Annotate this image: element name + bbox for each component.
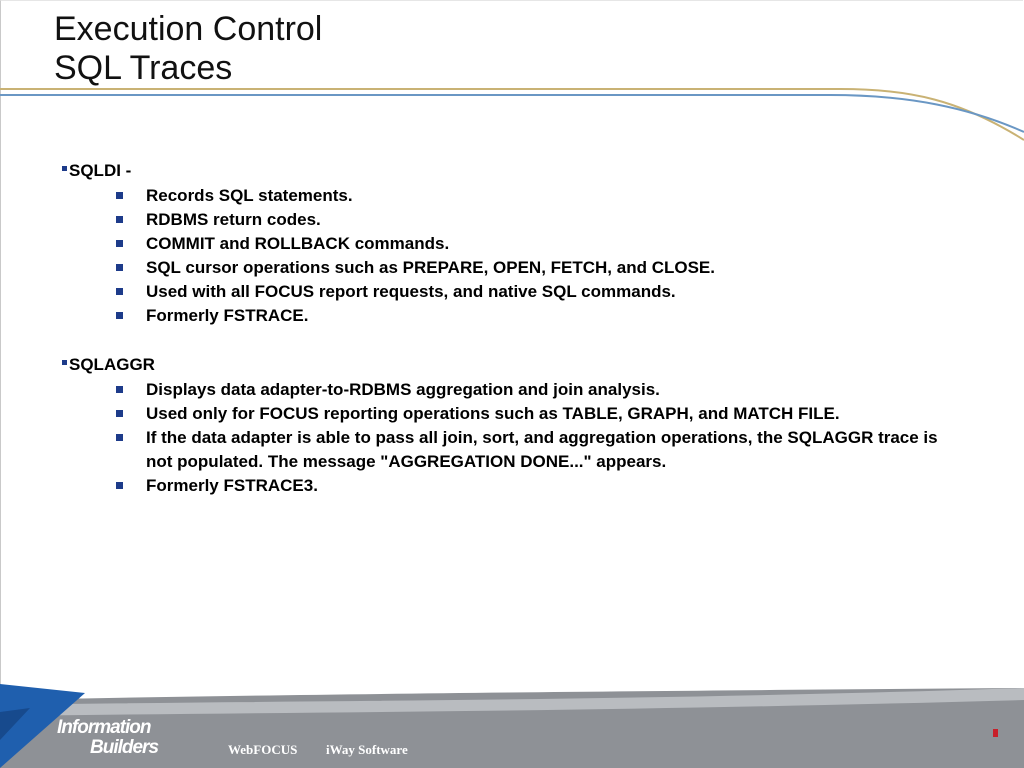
list-item-text: COMMIT and ROLLBACK commands. bbox=[146, 234, 450, 253]
section-heading-text: SQLDI - bbox=[69, 161, 132, 180]
title-line-1: Execution Control bbox=[54, 10, 323, 48]
slide-content bbox=[0, 160, 1024, 498]
section-sqlaggr bbox=[0, 354, 1024, 498]
company-logo-line-2: Builders bbox=[90, 737, 159, 758]
list-item-text: Used only for FOCUS reporting operations such as TABLE, GRAPH, and MATCH FILE. bbox=[146, 404, 840, 423]
list-item bbox=[0, 402, 1024, 426]
square-bullet-icon bbox=[116, 216, 123, 223]
list-item bbox=[0, 208, 1024, 232]
page-title bbox=[54, 10, 322, 88]
list-item bbox=[0, 232, 1024, 256]
square-bullet-icon bbox=[116, 240, 123, 247]
section-heading-text: SQLAGGR bbox=[69, 355, 155, 374]
section-sqldi bbox=[0, 160, 1024, 328]
list-item bbox=[0, 280, 1024, 304]
list-item-text: SQL cursor operations such as PREPARE, OPEN, FETCH, and CLOSE. bbox=[146, 258, 715, 277]
list-item-text: Used with all FOCUS report requests, and native SQL commands. bbox=[146, 282, 676, 301]
section-spacer bbox=[0, 328, 1024, 354]
list-item-text: Records SQL statements. bbox=[146, 186, 353, 205]
list-item bbox=[0, 256, 1024, 280]
square-bullet-icon bbox=[116, 312, 123, 319]
bullet-list bbox=[0, 378, 1024, 498]
list-item-text: Displays data adapter-to-RDBMS aggregation and join analysis. bbox=[146, 380, 660, 399]
list-item bbox=[0, 426, 1024, 474]
square-bullet-icon bbox=[116, 192, 123, 199]
page-marker-icon bbox=[993, 729, 998, 737]
product-label-webfocus: WebFOCUS bbox=[228, 742, 298, 757]
list-item bbox=[0, 474, 1024, 498]
square-bullet-icon bbox=[116, 288, 123, 295]
square-bullet-icon bbox=[62, 360, 67, 365]
section-heading bbox=[62, 354, 1024, 376]
list-item bbox=[0, 184, 1024, 208]
list-item-text: Formerly FSTRACE3. bbox=[146, 476, 318, 495]
square-bullet-icon bbox=[116, 264, 123, 271]
square-bullet-icon bbox=[116, 482, 123, 489]
bullet-list bbox=[0, 184, 1024, 328]
list-item bbox=[0, 378, 1024, 402]
list-item bbox=[0, 304, 1024, 328]
product-label-iway: iWay Software bbox=[326, 742, 408, 757]
square-bullet-icon bbox=[62, 166, 67, 171]
section-heading bbox=[62, 160, 1024, 182]
square-bullet-icon bbox=[116, 410, 123, 417]
list-item-text: Formerly FSTRACE. bbox=[146, 306, 309, 325]
square-bullet-icon bbox=[116, 386, 123, 393]
list-item-text: RDBMS return codes. bbox=[146, 210, 321, 229]
square-bullet-icon bbox=[116, 434, 123, 441]
list-item-text: If the data adapter is able to pass all join, sort, and aggregation operations, the SQLAGGR trace is not populated. The message "AGGREGATION DONE..." appears. bbox=[146, 428, 938, 471]
company-logo-line-1: Information bbox=[57, 717, 151, 738]
header-blue-line bbox=[0, 95, 1024, 132]
title-line-2: SQL Traces bbox=[54, 49, 233, 87]
